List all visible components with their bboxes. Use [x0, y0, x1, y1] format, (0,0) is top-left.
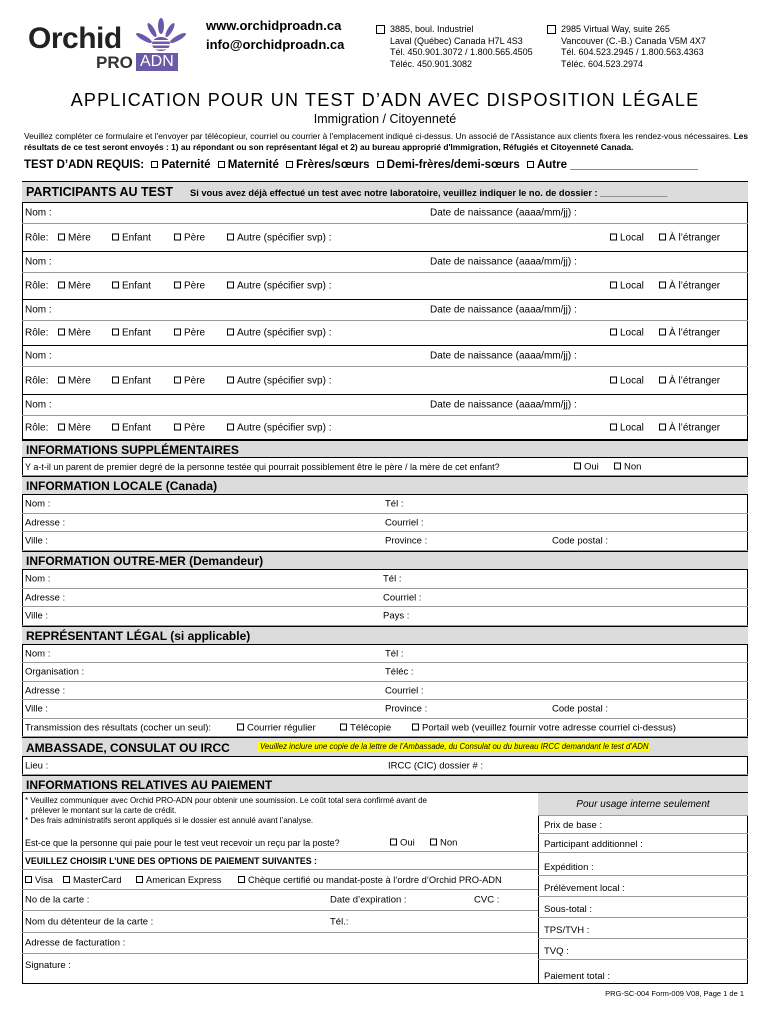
- internal-field-7[interactable]: TVQ :: [538, 939, 748, 960]
- role-autre-checkbox[interactable]: Autre (spécifier svp) :: [227, 375, 331, 386]
- legal-row-org[interactable]: Organisation : Téléc :: [22, 663, 748, 682]
- local-checkbox[interactable]: Local: [610, 328, 644, 339]
- ambassade-row[interactable]: Lieu : IRCC (CIC) dossier # :: [22, 757, 748, 775]
- supp-oui-checkbox[interactable]: Oui: [574, 461, 599, 472]
- required-tests: TEST D’ADN REQUIS: Paternité Maternité Frères/sœurs Demi-frères/demi-sœurs Autre ____________________: [24, 159, 699, 171]
- page-subtitle: Immigration / Citoyenneté: [313, 112, 457, 126]
- role-mere-checkbox[interactable]: Mère: [58, 328, 91, 339]
- recu-row: Est-ce que la personne qui paie pour le test veut recevoir un reçu par la poste? Oui Non: [22, 834, 538, 852]
- etranger-checkbox[interactable]: À l’étranger: [659, 422, 720, 433]
- email-link[interactable]: info@orchidproadn.ca: [206, 37, 345, 52]
- legal-row-adresse[interactable]: Adresse : Courriel :: [22, 682, 748, 700]
- signature-label: Signature :: [25, 960, 71, 971]
- website-link[interactable]: www.orchidproadn.ca: [206, 18, 342, 33]
- role-autre-checkbox[interactable]: Autre (spécifier svp) :: [227, 232, 331, 243]
- ambassade-header: AMBASSADE, CONSULAT OU IRCC Veuillez inclure une copie de la lettre de l’Ambassade, du Consulat ou du bureau IRCC demandant le test d’ADN: [22, 737, 748, 757]
- recu-oui-checkbox[interactable]: Oui: [390, 837, 415, 848]
- role-mere-checkbox[interactable]: Mère: [58, 232, 91, 243]
- outremer-row-ville[interactable]: Ville : Pays :: [22, 607, 748, 626]
- role-enfant-checkbox[interactable]: Enfant: [112, 375, 151, 386]
- role-pere-checkbox[interactable]: Père: [174, 328, 205, 339]
- logo-orchid-text: Orchid: [28, 22, 122, 55]
- participant-4-name-row[interactable]: Nom : Date de naissance (aaaa/mm/jj) :: [22, 346, 748, 367]
- outremer-header: INFORMATION OUTRE-MER (Demandeur): [22, 551, 748, 570]
- test-option-freres-soeurs[interactable]: Frères/sœurs: [286, 159, 370, 171]
- test-option-demi-freres[interactable]: Demi-frères/demi-sœurs: [377, 159, 520, 171]
- logo-adn-badge: ADN: [136, 53, 178, 71]
- internal-field-4[interactable]: Prélèvement local :: [538, 876, 748, 897]
- participant-5-role-row: Rôle: Mère Enfant Père Autre (spécifier svp) : Local À l’étranger: [22, 416, 748, 440]
- page-title: APPLICATION POUR UN TEST D’ADN AVEC DISPOSITION LÉGALE: [70, 90, 700, 110]
- legal-row-nom[interactable]: Nom : Tél :: [22, 645, 748, 663]
- office-vancouver: 2985 Virtual Way, suite 265 Vancouver (C.-B.) Canada V5M 4X7 Tél. 604.523.2945 / 1.800.563.4363 Téléc. 604.523.2974: [547, 24, 706, 70]
- etranger-checkbox[interactable]: À l’étranger: [659, 375, 720, 386]
- internal-field-3[interactable]: Expédition :: [538, 853, 748, 876]
- pay-mastercard-checkbox[interactable]: MasterCard: [63, 875, 122, 885]
- supp-row: Y a-t-il un parent de premier degré de la personne testée qui pourrait possiblement être le père / la mère de cet enfant? Oui Non: [22, 458, 748, 476]
- payment-options-row: [22, 870, 538, 890]
- contact-block: [206, 16, 344, 54]
- test-option-autre[interactable]: Autre ____________________: [527, 159, 698, 171]
- participant-5-name-row[interactable]: Nom : Date de naissance (aaaa/mm/jj) :: [22, 395, 748, 416]
- participant-2-name-row[interactable]: Nom : Date de naissance (aaaa/mm/jj) :: [22, 252, 748, 273]
- recu-non-checkbox[interactable]: Non: [430, 837, 457, 848]
- supp-non-checkbox[interactable]: Non: [614, 461, 641, 472]
- etranger-checkbox[interactable]: À l’étranger: [659, 328, 720, 339]
- local-checkbox[interactable]: Local: [610, 232, 644, 243]
- test-option-maternite[interactable]: Maternité: [218, 159, 279, 171]
- legal-row-transmission: Transmission des résultats (cocher un seul): Courrier régulier Télécopie Portail web (veuillez fournir votre adresse courriel ci-dessus): [22, 719, 748, 737]
- role-pere-checkbox[interactable]: Père: [174, 375, 205, 386]
- pay-visa-checkbox[interactable]: Visa: [25, 875, 53, 885]
- pay-amex-checkbox[interactable]: American Express: [136, 875, 221, 885]
- card-number-row[interactable]: No de la carte : Date d’expiration : CVC :: [22, 890, 538, 911]
- intro-text: Veuillez compléter ce formulaire et l'envoyer par télécopieur, courriel ou courrier à l'emplacement indiqué ci-dessus. Un associé de l'Assistance aux clients fixera les rendez-vous nécessaires. Les résultats de ce test seront envoyés : 1) au répondant ou son représentant légal et 2) au bureau approprié d'Immigration, Réfugiés et Citoyenneté Canada.: [24, 131, 748, 152]
- locale-row-nom[interactable]: Nom : Tél :: [22, 495, 748, 514]
- participants-header: PARTICIPANTS AU TEST Si vous avez déjà effectué un test avec notre laboratoire, veuillez indiquer le no. de dossier : _____________: [22, 181, 748, 203]
- outremer-row-adresse[interactable]: Adresse : Courriel :: [22, 589, 748, 607]
- role-pere-checkbox[interactable]: Père: [174, 232, 205, 243]
- participant-1-role-row: Rôle: Mère Enfant Père Autre (spécifier svp) : Local À l’étranger: [22, 224, 748, 252]
- office-laval: 3885, boul. Industriel Laval (Québec) Canada H7L 4S3 Tél. 450.901.3072 / 1.800.565.4505 Téléc. 450.901.3082: [376, 24, 533, 70]
- role-autre-checkbox[interactable]: Autre (spécifier svp) :: [227, 328, 331, 339]
- legal-row-ville[interactable]: Ville : Province : Code postal :: [22, 700, 748, 719]
- locale-header: INFORMATION LOCALE (Canada): [22, 476, 748, 495]
- role-pere-checkbox[interactable]: Père: [174, 422, 205, 433]
- outremer-row-nom[interactable]: Nom : Tél :: [22, 570, 748, 589]
- role-autre-checkbox[interactable]: Autre (spécifier svp) :: [227, 281, 331, 292]
- role-autre-checkbox[interactable]: Autre (spécifier svp) :: [227, 422, 331, 433]
- transmission-courrier-checkbox[interactable]: Courrier régulier: [237, 722, 316, 733]
- local-checkbox[interactable]: Local: [610, 422, 644, 433]
- participant-4-role-row: Rôle: Mère Enfant Père Autre (spécifier svp) : Local À l’étranger: [22, 367, 748, 395]
- orchid-flower-logo-icon: [132, 18, 190, 58]
- legal-header: REPRÉSENTANT LÉGAL (si applicable): [22, 626, 748, 645]
- footer-code: PRG-SC-004 Form-009 V08, Page 1 de 1: [605, 989, 744, 998]
- participant-2-role-row: Rôle: Mère Enfant Père Autre (spécifier svp) : Local À l’étranger: [22, 273, 748, 300]
- role-enfant-checkbox[interactable]: Enfant: [112, 281, 151, 292]
- office-laval-checkbox[interactable]: [376, 25, 385, 34]
- participant-3-role-row: Rôle: Mère Enfant Père Autre (spécifier svp) : Local À l’étranger: [22, 321, 748, 346]
- internal-field-8[interactable]: Paiement total :: [544, 971, 611, 982]
- office-vancouver-checkbox[interactable]: [547, 25, 556, 34]
- role-mere-checkbox[interactable]: Mère: [58, 422, 91, 433]
- test-option-paternite[interactable]: Paternité: [151, 159, 210, 171]
- internal-use-header: Pour usage interne seulement: [538, 793, 748, 816]
- etranger-checkbox[interactable]: À l’étranger: [659, 232, 720, 243]
- participant-3-name-row[interactable]: Nom : Date de naissance (aaaa/mm/jj) :: [22, 300, 748, 321]
- locale-row-ville[interactable]: Ville : Province : Code postal :: [22, 532, 748, 551]
- internal-field-2[interactable]: Participant additionnel :: [538, 834, 748, 853]
- supp-header: INFORMATIONS SUPPLÉMENTAIRES: [22, 440, 748, 458]
- card-holder-row[interactable]: Nom du détenteur de la carte : Tél.:: [22, 911, 538, 933]
- role-enfant-checkbox[interactable]: Enfant: [112, 232, 151, 243]
- billing-row[interactable]: Adresse de facturation :: [22, 933, 538, 954]
- local-checkbox[interactable]: Local: [610, 281, 644, 292]
- choose-row: VEUILLEZ CHOISIR L’UNE DES OPTIONS DE PAIEMENT SUIVANTES :: [22, 852, 538, 870]
- paiement-header: INFORMATIONS RELATIVES AU PAIEMENT: [22, 775, 748, 793]
- role-pere-checkbox[interactable]: Père: [174, 281, 205, 292]
- role-enfant-checkbox[interactable]: Enfant: [112, 422, 151, 433]
- locale-row-adresse[interactable]: Adresse : Courriel :: [22, 514, 748, 532]
- transmission-telecopie-checkbox[interactable]: Télécopie: [340, 722, 391, 733]
- role-enfant-checkbox[interactable]: Enfant: [112, 328, 151, 339]
- internal-field-1[interactable]: Prix de base :: [538, 816, 748, 834]
- role-mere-checkbox[interactable]: Mère: [58, 375, 91, 386]
- internal-field-5[interactable]: Sous-total :: [538, 897, 748, 918]
- paiement-notes: * Veuillez communiquer avec Orchid PRO-ADN pour obtenir une soumission. Le coût total sera confirmé avant de prélever le montant sur la carte de crédit. * Des frais administratifs seront appliqués si le dossier est annulé avant l’analyse.: [25, 796, 427, 825]
- transmission-portail-checkbox[interactable]: Portail web (veuillez fournir votre adresse courriel ci-dessus): [412, 722, 676, 733]
- local-checkbox[interactable]: Local: [610, 375, 644, 386]
- logo-pro-text: PRO: [96, 53, 133, 72]
- ambassade-note: Veuillez inclure une copie de la lettre de l’Ambassade, du Consulat ou du bureau IRCC demandant le test d’ADN: [260, 742, 649, 751]
- internal-field-6[interactable]: TPS/TVH :: [538, 918, 748, 939]
- etranger-checkbox[interactable]: À l’étranger: [659, 281, 720, 292]
- participant-1-name-row[interactable]: Nom : Date de naissance (aaaa/mm/jj) :: [22, 203, 748, 224]
- pay-cheque-checkbox[interactable]: Chèque certifié ou mandat-poste à l’ordre d’Orchid PRO-ADN: [238, 875, 502, 885]
- role-mere-checkbox[interactable]: Mère: [58, 281, 91, 292]
